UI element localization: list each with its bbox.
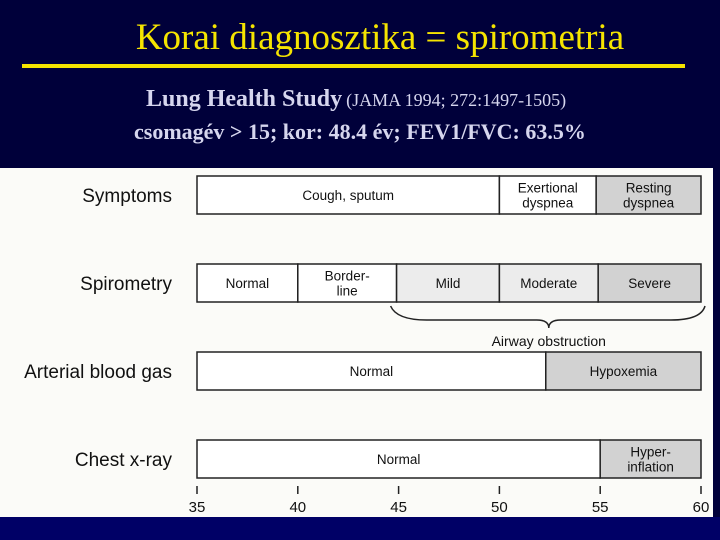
row-label: Symptoms [82,186,172,207]
axis-tick-label: 40 [289,499,307,516]
slide-title: Korai diagnosztika = spirometria [135,17,625,58]
axis-tick-label: 55 [591,499,609,516]
study-reference [146,86,566,113]
bottom-band [0,517,720,540]
axis-tick-label: 50 [491,499,508,516]
segment-label: Cough, sputum [302,188,394,203]
segment-label: Normal [376,452,421,467]
segment-label: Moderate [520,276,578,291]
segment-label: inflation [627,459,674,475]
row-label: Spirometry [80,274,172,295]
segment-label: Hyper- [630,444,671,460]
row-label: Arterial blood gas [24,362,172,383]
segment-label: Normal [225,276,270,291]
segment-label: Resting [625,180,672,196]
brace-label: Airway obstruction [491,333,606,349]
axis-tick-label: 35 [188,499,206,516]
segment-label: Mild [435,276,461,291]
diagram-panel [0,168,713,517]
axis-tick-label: 60 [692,499,710,516]
airway-obstruction-brace [391,306,705,328]
segment-label: dyspnea [522,195,574,211]
segment-label: Hypoxemia [589,364,658,379]
segment-label: Border- [324,268,370,284]
title-underline [22,64,685,68]
study-citation: (JAMA 1994; 272:1497-1505) [346,90,567,110]
segment-label: Normal [349,364,394,379]
stats-line: csomagév > 15; kor: 48.4 év; FEV1/FVC: 63.5% [134,119,586,144]
segment-label: dyspnea [623,195,675,211]
study-name: Lung Health Study [146,86,343,112]
axis-tick-label: 45 [390,499,407,516]
segment-label: Severe [628,276,671,291]
segment-label: Exertional [517,180,578,196]
row-label: Chest x-ray [74,450,172,471]
staging-diagram [0,168,713,517]
segment-label: line [336,283,358,299]
